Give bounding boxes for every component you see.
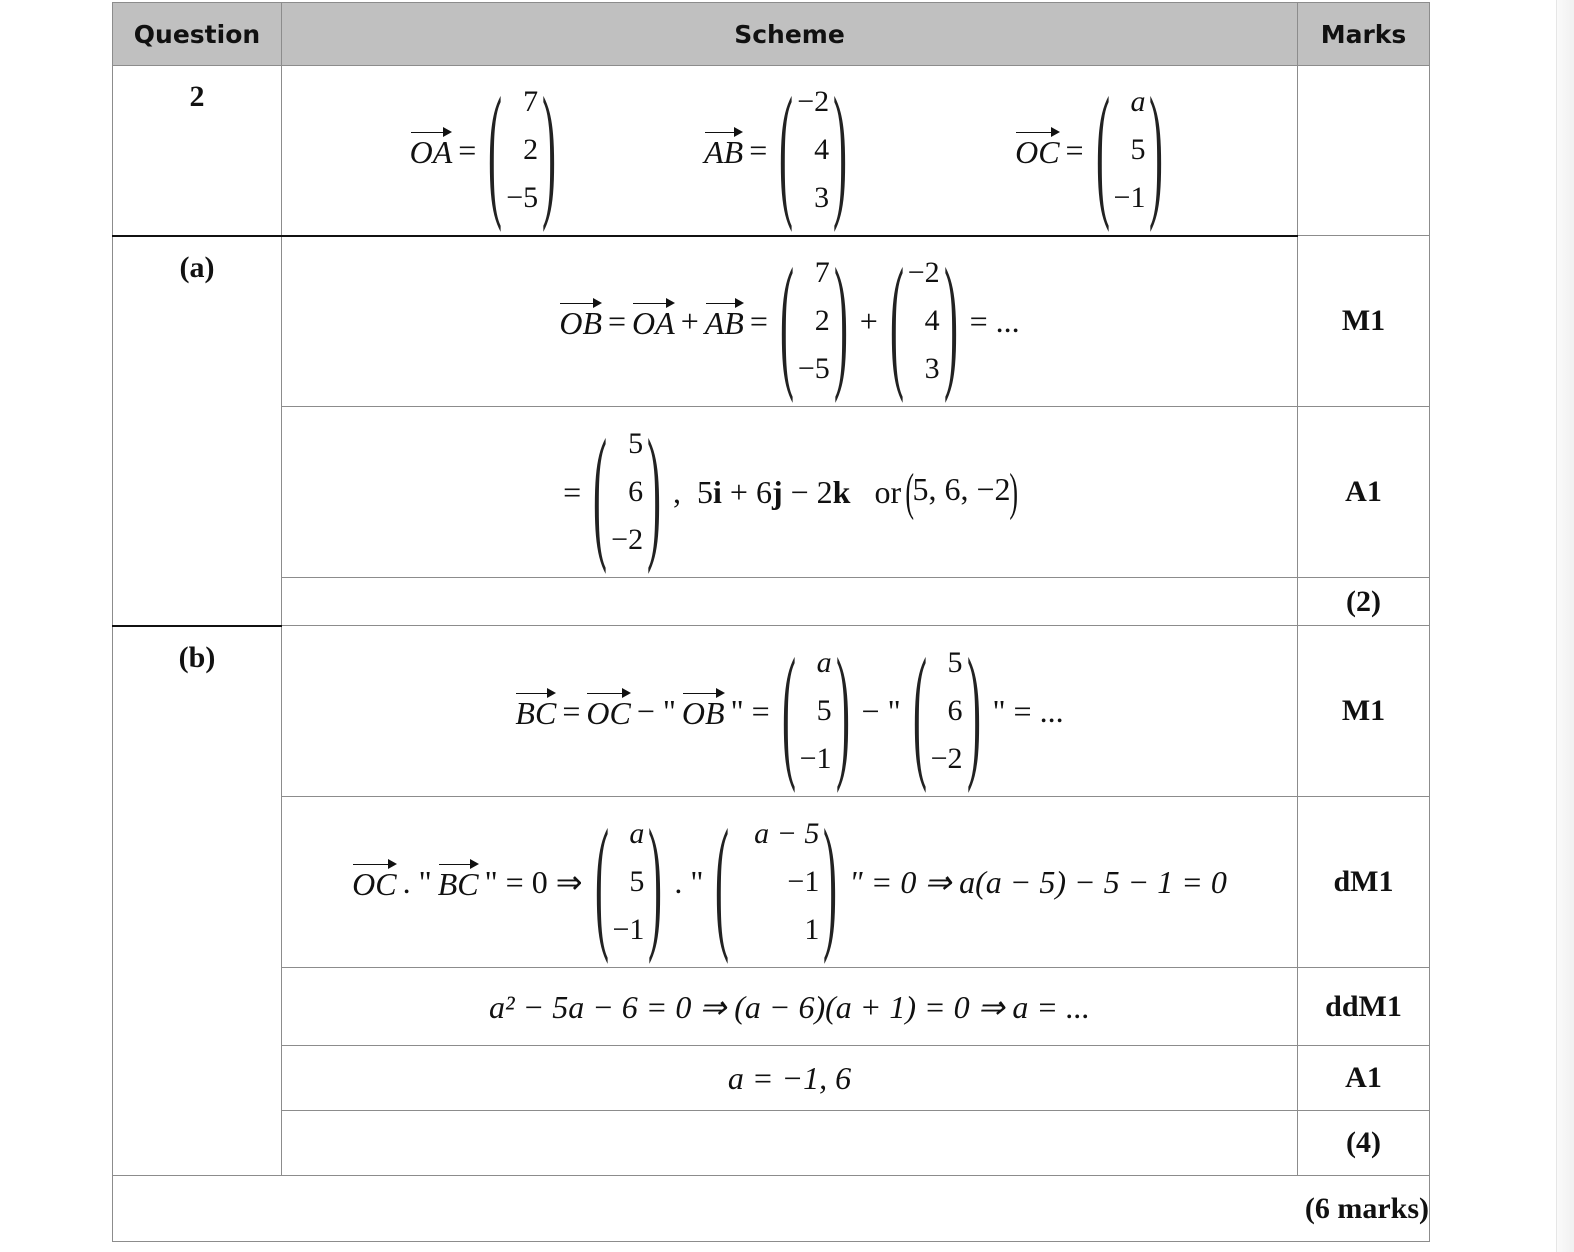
part-a-label: (a) — [113, 236, 282, 626]
header-scheme: Scheme — [282, 3, 1298, 66]
part-b-mark-2: dM1 — [1298, 797, 1430, 968]
given-marks-cell — [1298, 66, 1430, 236]
part-b-working-1: BC = OC − " OB " = ( a 5 −1 ) − " ( 5 6 −2 ) " = ... — [282, 626, 1298, 797]
part-a-mark-2: A1 — [1298, 407, 1430, 578]
vector-oa-name: OA — [410, 130, 453, 171]
part-b-row-2 — [113, 797, 1430, 968]
part-b-total-row — [113, 1111, 1430, 1176]
part-b-label: (b) — [113, 626, 282, 1176]
part-b-mark-4: A1 — [1298, 1046, 1430, 1111]
part-a-mark-1: M1 — [1298, 236, 1430, 407]
mark-scheme-table — [112, 2, 1430, 1242]
vector-ab-name: AB — [704, 130, 743, 171]
question-number: 2 — [113, 66, 282, 236]
total-marks-row — [113, 1176, 1430, 1242]
part-b-row-1 — [113, 626, 1430, 797]
part-b-mark-3: ddM1 — [1298, 968, 1430, 1046]
part-a-total: (2) — [1298, 578, 1430, 626]
given-row — [113, 66, 1430, 236]
vector-oc-name: OC — [1015, 130, 1059, 171]
part-a-row-1 — [113, 236, 1430, 407]
part-b-working-3: a² − 5a − 6 = 0 ⇒ (a − 6)(a + 1) = 0 ⇒ a = ... — [282, 968, 1298, 1046]
part-a-total-row — [113, 578, 1430, 626]
header-marks: Marks — [1298, 3, 1430, 66]
header-row — [113, 3, 1430, 66]
header-question: Question — [113, 3, 282, 66]
part-b-row-3 — [113, 968, 1430, 1046]
part-b-working-2: OC . " BC " = 0 ⇒ ( a 5 −1 ) . " ( a − 5 −1 1 ) " = 0 ⇒ a(a − 5) − 5 − 1 = 0 — [282, 797, 1298, 968]
part-a-working-1: OB = OA + AB = ( 7 2 −5 ) + ( −2 4 3 ) = ... — [282, 236, 1298, 407]
part-b-working-4: a = −1, 6 — [282, 1046, 1298, 1111]
part-b-total: (4) — [1298, 1111, 1430, 1176]
vector-oa-matrix: ( 7 2 −5 ) — [488, 67, 557, 234]
given-vectors: OA = ( 7 2 −5 ) AB = ( −2 4 3 ) OC = ( a 5 −1 ) — [282, 66, 1298, 236]
part-a-working-2: = ( 5 6 −2 ) , 5i + 6j − 2k or (5, 6, −2) — [282, 407, 1298, 578]
page-scrollbar-edge — [1556, 0, 1574, 1252]
part-a-row-2 — [113, 407, 1430, 578]
total-marks: (6 marks) — [113, 1176, 1430, 1242]
part-b-mark-1: M1 — [1298, 626, 1430, 797]
vector-oc-matrix: ( a 5 −1 ) — [1095, 67, 1164, 234]
vector-ab-matrix: ( −2 4 3 ) — [779, 67, 848, 234]
part-b-row-4 — [113, 1046, 1430, 1111]
